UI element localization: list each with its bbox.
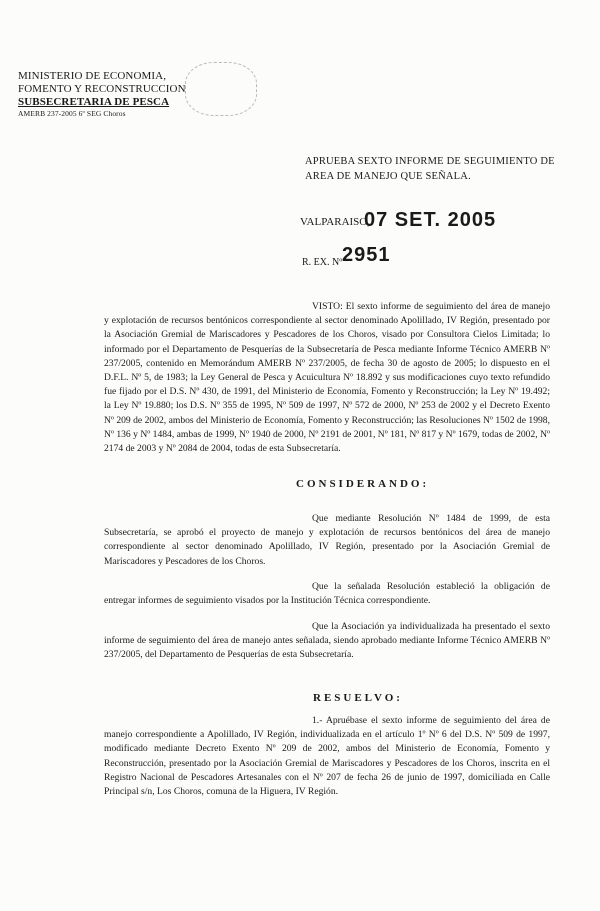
considerando-text-1: Que mediante Resolución Nº 1484 de 1999, de esta Subsecretaría, se aprobó el proyecto de manejo y explotación de recursos bentónicos del área de manejo correspondiente al sector denominado Apolillado, IV Región, presentado por la Asociación Gremial de Mariscadores y Pescadores de los Choros. [104,513,550,567]
considerando-heading: CONSIDERANDO: [296,478,430,490]
considerando-paragraph-2 [104,580,550,608]
considerando-paragraph-1 [104,512,550,569]
place-label: VALPARAISO, [300,216,370,228]
considerando-text-2: Que la señalada Resolución estableció la obligación de entregar informes de seguimiento visados por la Institución Técnica correspondiente. [104,581,550,607]
subsecretaria-name: SUBSECRETARIA DE PESCA [18,96,170,108]
resolution-subject: APRUEBA SEXTO INFORME DE SEGUIMIENTO DE AREA DE MANEJO QUE SEÑALA. [305,156,555,182]
visto-paragraph: VISTO: El sexto informe de seguimiento del área de manejo y explotación de recursos bentónicos correspondiente al sector denominado Apolillado, IV Región, presentado por la Asociación Gremial de Mariscadores y Pescadores de los Choros, visado por Consultora Cielos Limitada; lo informado por el Departamento de Pesquerías de la Subsecretaría de Pesca mediante Informe Técnico AMERB Nº 237/2005, contenido en Memorándum AMERB Nº 237/2005, de fecha 30 de agosto de 2005; lo dispuesto en el D.F.L. Nº 5, de 1983; la Ley General de Pesca y Acuicultura Nº 18.892 y sus modificaciones cuyo texto refundido fue fijado por el D.S. Nº 430, de 1991, del Ministerio de Economía, Fomento y Reconstrucción; la Ley Nº 19.492; la Ley Nº 19.880; los D.S. Nº 355 de 1995, Nº 509 de 1997, Nº 572 de 2000, Nº 253 de 2002 y el Decreto Exento Nº 209 de 2002, ambos del Ministerio de Economía, Fomento y Reconstrucción; las Resoluciones Nº 1502 de 1998, Nº 136 y Nº 1484, ambas de 1999, Nº 1940 de 2000, Nº 2191 de 2001, Nº 181, Nº 817 y Nº 1679, todas de 2002, Nº 2174 de 2003 y Nº 2084 de 2004, todas de esta Subsecretaría. [104,301,550,455]
considerando-paragraph-3 [104,620,550,663]
resolution-date: 07 SET. 2005 [364,209,497,231]
ministry-name: MINISTERIO DE ECONOMIA, [18,70,167,82]
considerando-text-3: Que la Asociación ya individualizada ha presentado el sexto informe de seguimiento del área de manejo antes señalada, siendo aprobado mediante Informe Técnico AMERB Nº 237/2005, del Departamento de Pesquerías de esta Subsecretaría. [104,621,550,661]
visto-section [104,300,550,456]
office-stamp [185,62,257,116]
resuelvo-heading: RESUELVO: [313,692,403,704]
resuelvo-article-1: 1.- Apruébase el sexto informe de seguimiento del área de manejo correspondiente a Apolillado, IV Región, individualizada en el artículo 1º Nº 6 del D.S. Nº 509 de 1997, modificado mediante Decreto Exento Nº 209 de 2002, ambos del Ministerio de Economía, Fomento y Reconstrucción, presentado por la Asociación Gremial de Mariscadores y Pescadores de los Choros, inscrita en el Registro Nacional de Pescadores Artesanales con el Nº 207 de fecha 26 de junio de 1997, domiciliada en Calle Principal s/n, Los Choros, comuna de la Higuera, IV Región. [104,715,550,798]
resuelvo-section [104,714,550,799]
ministry-name-2: FOMENTO Y RECONSTRUCCION [18,83,186,95]
resolution-number-label: R. EX. Nº [302,257,343,268]
resolution-number: 2951 [342,244,391,266]
file-reference: AMERB 237-2005 6º SEG Choros [18,109,126,118]
